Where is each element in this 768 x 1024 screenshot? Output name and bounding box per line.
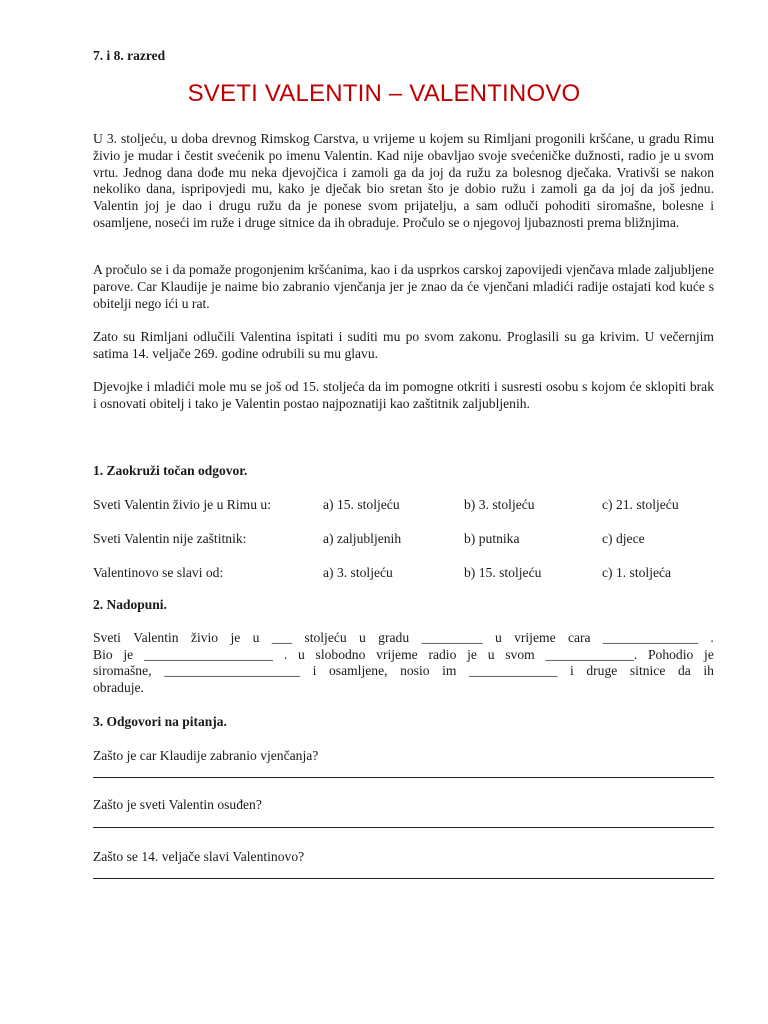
blank-field[interactable]: _________	[421, 630, 483, 645]
mc-question: Sveti Valentin nije zaštitnik:	[93, 531, 247, 546]
blank-field[interactable]: ___________________	[143, 646, 274, 662]
fill-word: u	[252, 630, 260, 645]
mc-option-a[interactable]: a) 3. stoljeću	[323, 565, 393, 580]
fill-line-4: obraduje.	[93, 679, 144, 695]
fill-word: nosio	[400, 663, 430, 679]
fill-word: druge	[586, 663, 618, 679]
fill-line-2	[93, 647, 714, 664]
multiple-choice-row	[93, 565, 733, 583]
fill-word: u	[298, 646, 305, 662]
mc-option-c[interactable]: c) 21. stoljeću	[602, 497, 679, 512]
fill-word: .	[283, 646, 288, 662]
task-3-heading: 3. Odgovori na pitanja.	[93, 714, 227, 729]
task-1-heading: 1. Zaokruži točan odgovor.	[93, 463, 248, 478]
fill-word: vrijeme	[376, 646, 418, 662]
fill-word: .	[710, 630, 714, 645]
multiple-choice-row	[93, 497, 733, 515]
mc-option-b[interactable]: b) putnika	[464, 531, 520, 546]
story-paragraph-4: Djevojke i mladići mole mu se još od 15. stoljeća da im pomogne otkriti i susresti osobu s kojom će sklopiti brak i osnovati obitelj i tako je Valentin postao najpoznatiji kao zaštitnik zaljubljenih.	[93, 379, 714, 411]
mc-option-b[interactable]: b) 15. stoljeću	[464, 565, 542, 580]
fill-word: je	[123, 646, 134, 662]
fill-word: slobodno	[315, 646, 366, 662]
fill-word: je	[467, 646, 477, 662]
mc-option-a[interactable]: a) zaljubljenih	[323, 531, 402, 546]
task-2-heading: 2. Nadopuni.	[93, 597, 167, 612]
answer-line-1[interactable]	[93, 777, 714, 778]
mc-option-c[interactable]: c) djece	[602, 531, 645, 546]
answer-line-2[interactable]	[93, 827, 714, 828]
mc-question: Valentinovo se slavi od:	[93, 565, 224, 580]
mc-option-b[interactable]: b) 3. stoljeću	[464, 497, 535, 512]
fill-word: i	[312, 663, 317, 679]
fill-word: Pohodio	[647, 646, 694, 662]
fill-word: siromašne,	[93, 663, 152, 679]
mc-option-c[interactable]: c) 1. stoljeća	[602, 565, 672, 580]
fill-word: Valentin	[133, 630, 179, 645]
fill-word: osamljene,	[328, 663, 388, 679]
fill-word: u	[359, 630, 366, 645]
blank-field[interactable]: ____________________	[164, 663, 301, 679]
fill-word: gradu	[378, 630, 410, 645]
fill-word: Bio	[93, 646, 113, 662]
blank-field[interactable]: ______________	[602, 630, 699, 645]
page-title: SVETI VALENTIN – VALENTINOVO	[187, 80, 581, 107]
mc-question: Sveti Valentin živio je u Rimu u:	[93, 497, 271, 512]
open-question-2: Zašto je sveti Valentin osuđen?	[93, 797, 262, 812]
fill-word: im	[442, 663, 457, 679]
fill-line-1	[93, 630, 714, 647]
answer-line-3[interactable]	[93, 878, 714, 879]
open-question-3: Zašto se 14. veljače slavi Valentinovo?	[93, 849, 305, 864]
fill-word: cara	[567, 630, 591, 645]
story-paragraph-2: A pročulo se i da pomaže progonjenim kršćanima, kao i da usprkos carskoj zapovijedi vjenčava mlade zaljubljene parove. Car Klaudije je naime bio zabranio vjenčanja jer je znao da će vjenčani mladići radije ostajati kod kuće s obitelji nego ići u rat.	[93, 262, 714, 311]
fill-word: stoljeću	[304, 630, 347, 645]
fill-word: je	[704, 646, 714, 662]
blank-field[interactable]: _____________	[469, 663, 558, 679]
fill-word: živio	[190, 630, 219, 645]
grade-label: 7. i 8. razred	[93, 48, 166, 63]
multiple-choice-row	[93, 531, 733, 549]
story-paragraph-1: U 3. stoljeću, u doba drevnog Rimskog Carstva, u vrijeme u kojem su Rimljani progonili kršćane, u gradu Rimu živio je mudar i čestit svećenik po imenu Valentin. Kad nije obavljao svoje svećeničke dužnosti, radio je u svom vrtu. Jednog dana dođe mu neka djevojčica i zamoli ga da joj da ružu za bolesnog dječaka. Vrativši se nakon nekoliko dana, ispripovjedi mu, kako je dječak bio sretan što je dobio ružu i zamoli ga da joj da još jednu. Valentin joj je dao i drugu ružu da je ponese svom prijatelju, a sam odluči pohoditi siromašne, bolesne i osamljene, noseći im ruže i druge sitnice da ih obraduje. Pročulo se o njegovoj ljubaznosti prema bližnjima.	[93, 131, 714, 230]
fill-word: vrijeme	[514, 630, 556, 645]
story-paragraph-3: Zato su Rimljani odlučili Valentina ispitati i suditi mu po svom zakonu. Proglasili su ga krivim. U večernjim satima 14. veljače 269. godine odrubili su mu glavu.	[93, 329, 714, 361]
fill-word: da	[677, 663, 691, 679]
fill-word: i	[570, 663, 574, 679]
fill-line-3	[93, 663, 714, 680]
fill-word: radio	[428, 646, 457, 662]
fill-word: ih	[703, 663, 714, 679]
fill-word: u	[487, 646, 495, 662]
open-question-1: Zašto je car Klaudije zabranio vjenčanja?	[93, 748, 319, 763]
blank-field[interactable]: _____________.	[545, 646, 638, 662]
blank-field[interactable]: ___	[271, 630, 293, 645]
fill-in-text	[93, 630, 714, 696]
fill-word: sitnice	[629, 663, 666, 679]
fill-word: svom	[505, 646, 535, 662]
fill-word: Sveti	[93, 630, 121, 645]
mc-option-a[interactable]: a) 15. stoljeću	[323, 497, 400, 512]
fill-word: je	[230, 630, 241, 645]
fill-word: u	[494, 630, 502, 645]
